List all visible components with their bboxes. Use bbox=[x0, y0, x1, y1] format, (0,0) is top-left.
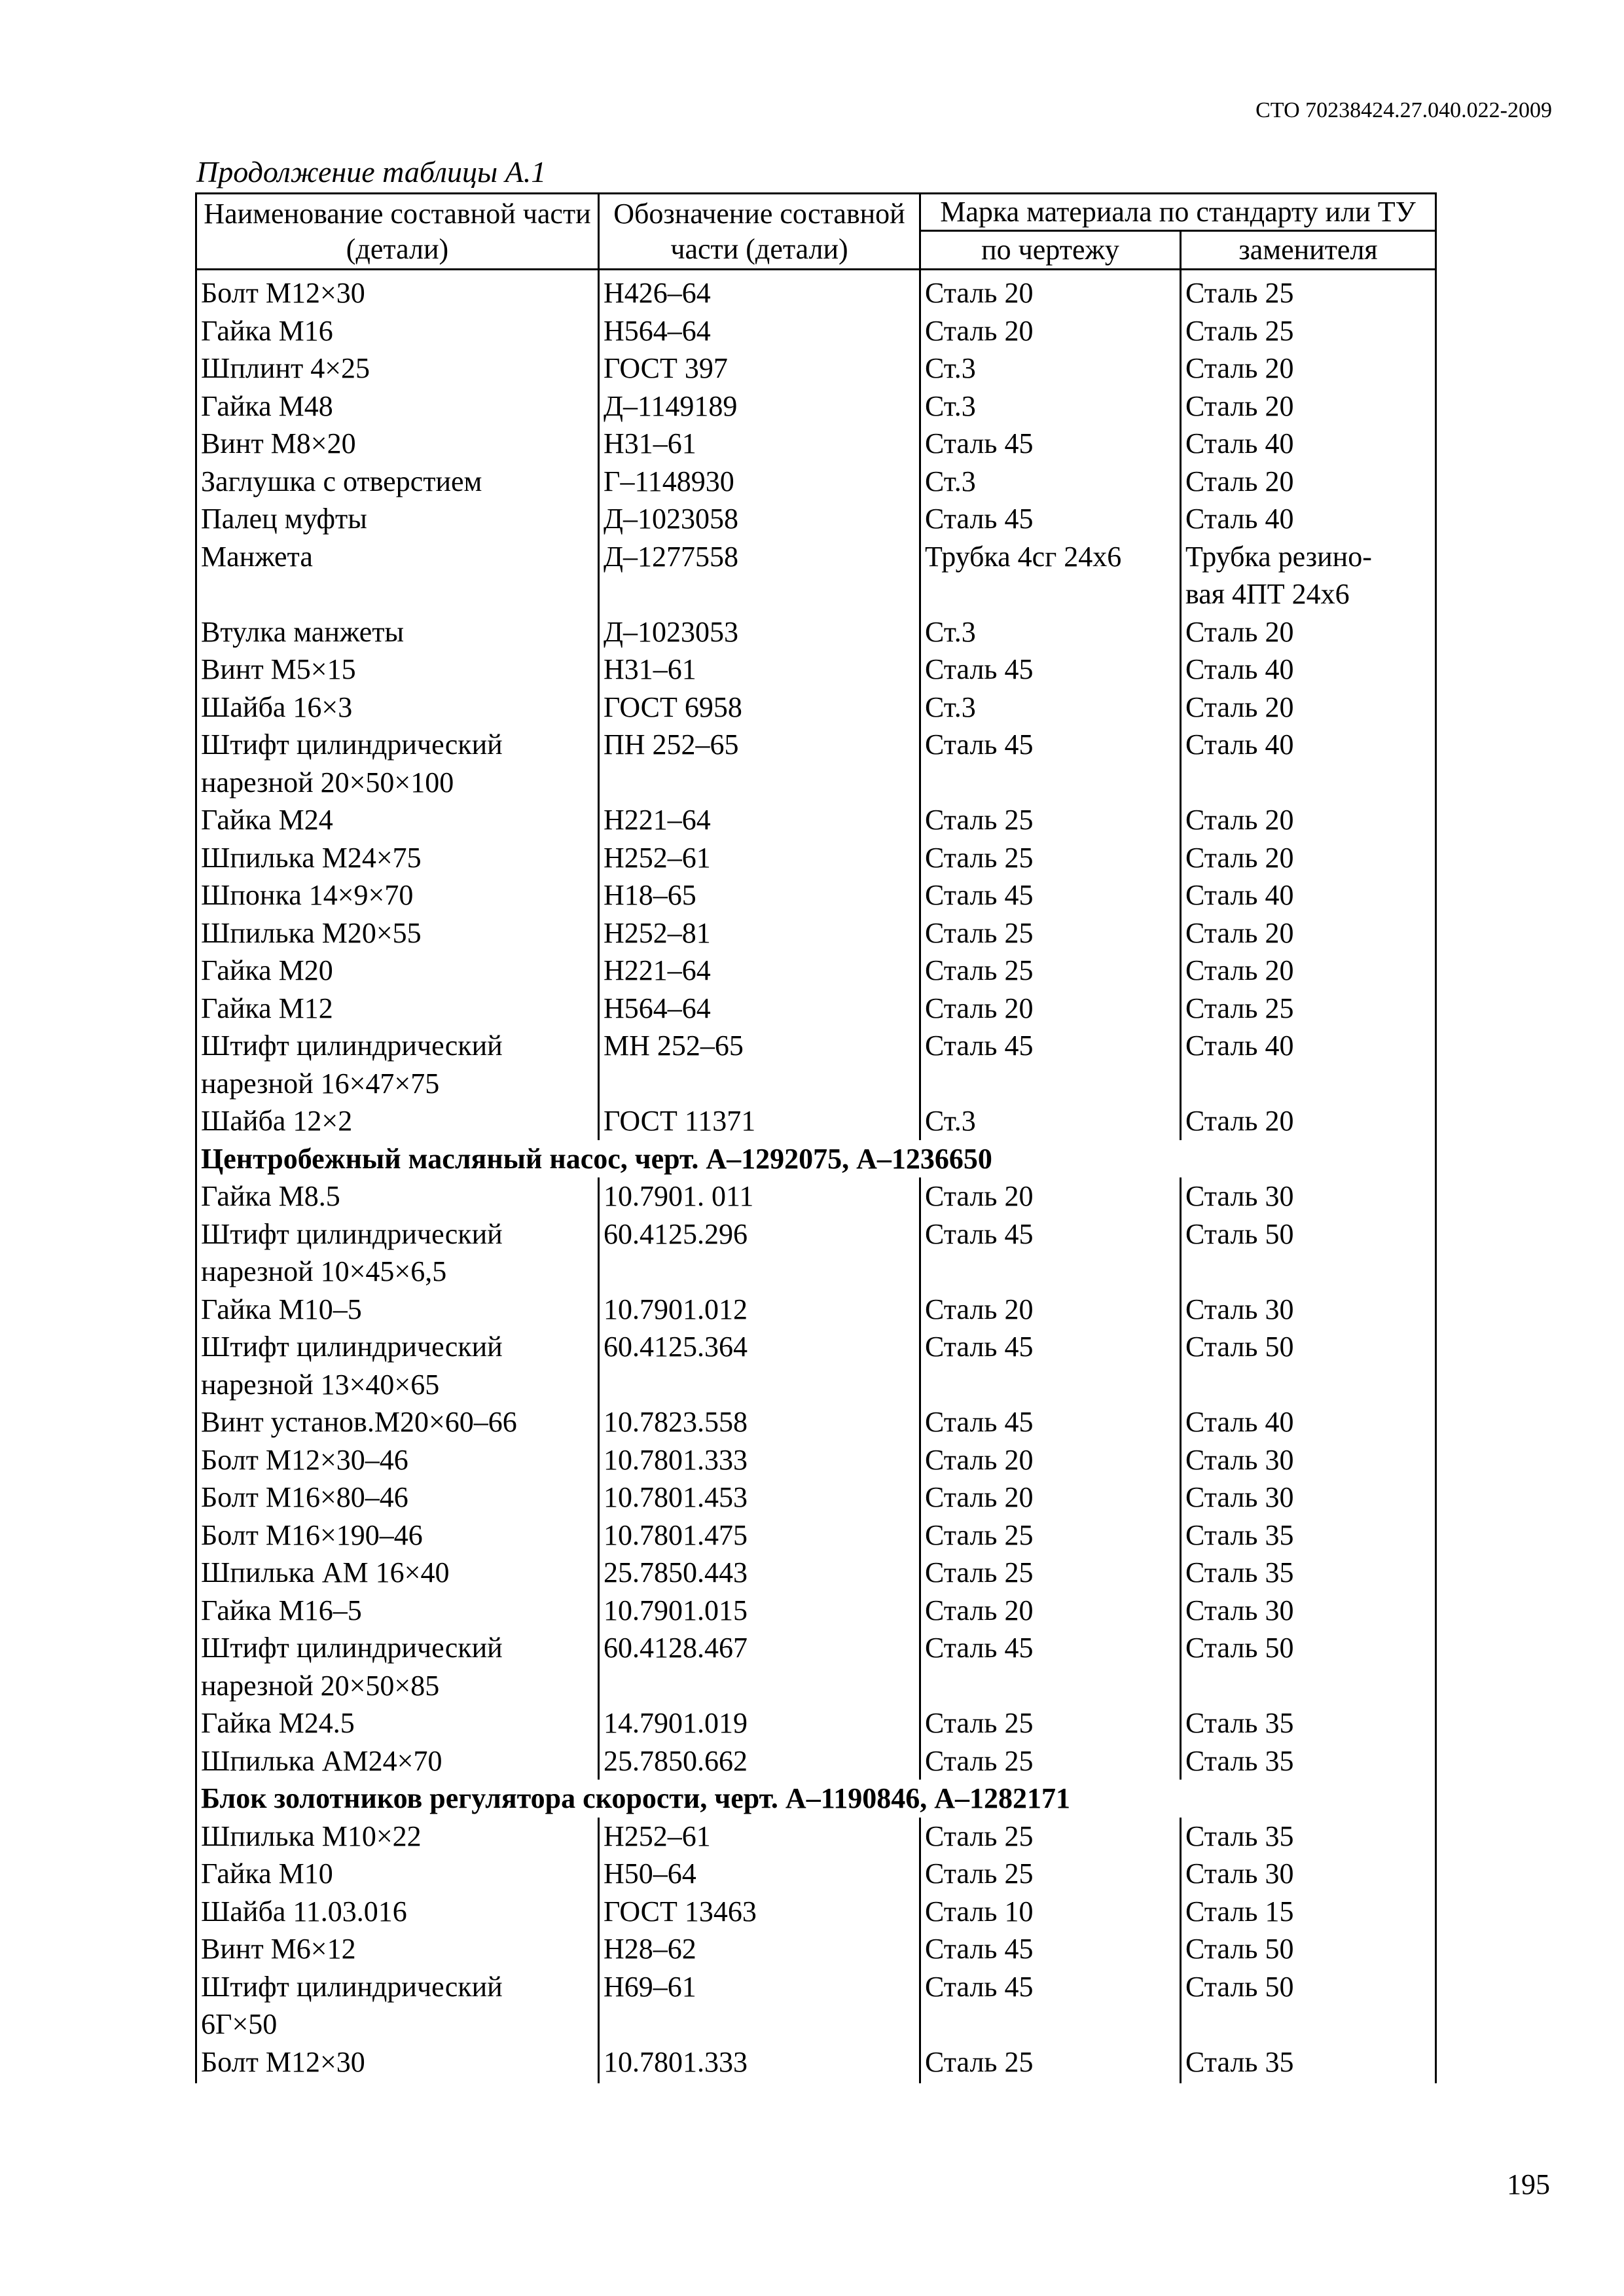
cell-material-drawing: Сталь 25 bbox=[920, 1554, 1181, 1592]
section-filler bbox=[1181, 1780, 1436, 1818]
cell-material-drawing: Ст.3 bbox=[920, 689, 1181, 726]
cell-material-drawing: Сталь 20 bbox=[920, 1177, 1181, 1215]
table-row bbox=[196, 350, 1436, 387]
table-row bbox=[196, 1968, 1436, 2006]
cell-material-drawing bbox=[920, 1253, 1181, 1291]
cell-material-substitute: Сталь 25 bbox=[1181, 270, 1436, 312]
cell-material-drawing: Сталь 25 bbox=[920, 2043, 1181, 2084]
cell-part-name: Манжета bbox=[196, 538, 599, 576]
cell-material-substitute: Сталь 30 bbox=[1181, 1177, 1436, 1215]
cell-part-name: нарезной 20×50×100 bbox=[196, 764, 599, 802]
cell-material-substitute: Сталь 35 bbox=[1181, 2043, 1436, 2084]
cell-designation: ПН 252–65 bbox=[599, 726, 920, 764]
table-header bbox=[196, 194, 1436, 270]
cell-material-drawing: Сталь 25 bbox=[920, 1516, 1181, 1554]
cell-part-name: Гайка М24 bbox=[196, 801, 599, 839]
section-filler bbox=[1181, 1140, 1436, 1178]
cell-part-name: Палец муфты bbox=[196, 500, 599, 538]
cell-material-substitute bbox=[1181, 1366, 1436, 1404]
cell-part-name: Шпилька М20×55 bbox=[196, 914, 599, 952]
cell-material-drawing: Трубка 4сг 24х6 bbox=[920, 538, 1181, 576]
cell-material-drawing: Ст.3 bbox=[920, 463, 1181, 501]
cell-material-drawing: Сталь 45 bbox=[920, 1403, 1181, 1441]
cell-designation: Н221–64 bbox=[599, 952, 920, 990]
cell-designation: Н69–61 bbox=[599, 1968, 920, 2006]
cell-designation: Д–1023058 bbox=[599, 500, 920, 538]
cell-material-drawing: Ст.3 bbox=[920, 613, 1181, 651]
table-row bbox=[196, 1893, 1436, 1931]
cell-material-drawing: Сталь 20 bbox=[920, 270, 1181, 312]
cell-part-name: Шпилька АМ24×70 bbox=[196, 1742, 599, 1780]
cell-material-substitute: Сталь 20 bbox=[1181, 952, 1436, 990]
cell-material-substitute: Сталь 20 bbox=[1181, 914, 1436, 952]
cell-designation: ГОСТ 11371 bbox=[599, 1102, 920, 1140]
cell-part-name: Шайба 12×2 bbox=[196, 1102, 599, 1140]
cell-part-name: Гайка М8.5 bbox=[196, 1177, 599, 1215]
cell-designation: Н426–64 bbox=[599, 270, 920, 312]
section-title: Блок золотников регулятора скорости, черт. А–1190846, А–1282171 bbox=[196, 1780, 599, 1818]
cell-material-drawing bbox=[920, 1366, 1181, 1404]
cell-material-substitute: Сталь 30 bbox=[1181, 1441, 1436, 1479]
table-row bbox=[196, 575, 1436, 613]
cell-material-substitute: Сталь 40 bbox=[1181, 876, 1436, 914]
cell-material-substitute bbox=[1181, 1253, 1436, 1291]
cell-designation: 10.7901.015 bbox=[599, 1592, 920, 1630]
cell-material-substitute bbox=[1181, 764, 1436, 802]
cell-material-drawing bbox=[920, 1667, 1181, 1705]
section-header-row bbox=[196, 1780, 1436, 1818]
cell-designation: ГОСТ 397 bbox=[599, 350, 920, 387]
cell-designation: 10.7901.012 bbox=[599, 1291, 920, 1329]
cell-part-name: Шплинт 4×25 bbox=[196, 350, 599, 387]
cell-part-name: нарезной 16×47×75 bbox=[196, 1065, 599, 1103]
cell-material-substitute: Сталь 35 bbox=[1181, 1742, 1436, 1780]
cell-designation: Н564–64 bbox=[599, 312, 920, 350]
document-code: СТО 70238424.27.040.022-2009 bbox=[1255, 98, 1552, 122]
cell-designation bbox=[599, 2005, 920, 2043]
cell-part-name: Шпонка 14×9×70 bbox=[196, 876, 599, 914]
cell-designation: ГОСТ 6958 bbox=[599, 689, 920, 726]
cell-material-substitute: Сталь 20 bbox=[1181, 613, 1436, 651]
table-row bbox=[196, 1441, 1436, 1479]
cell-material-drawing: Сталь 45 bbox=[920, 1027, 1181, 1065]
cell-material-substitute: Сталь 40 bbox=[1181, 726, 1436, 764]
table-row bbox=[196, 1554, 1436, 1592]
cell-part-name: Винт М6×12 bbox=[196, 1930, 599, 1968]
cell-part-name: Гайка М12 bbox=[196, 990, 599, 1028]
cell-material-drawing: Сталь 45 bbox=[920, 1215, 1181, 1253]
cell-material-drawing: Сталь 25 bbox=[920, 1742, 1181, 1780]
cell-material-substitute: Сталь 30 bbox=[1181, 1855, 1436, 1893]
cell-part-name: Штифт цилиндрический bbox=[196, 1027, 599, 1065]
table-row bbox=[196, 312, 1436, 350]
cell-material-drawing: Сталь 20 bbox=[920, 1441, 1181, 1479]
cell-designation: Н252–81 bbox=[599, 914, 920, 952]
table-row bbox=[196, 1479, 1436, 1516]
cell-material-drawing: Сталь 45 bbox=[920, 726, 1181, 764]
cell-part-name: Гайка М10 bbox=[196, 1855, 599, 1893]
cell-part-name: Шпилька АМ 16×40 bbox=[196, 1554, 599, 1592]
cell-part-name: Заглушка с отверстием bbox=[196, 463, 599, 501]
cell-designation bbox=[599, 1065, 920, 1103]
table-row bbox=[196, 952, 1436, 990]
cell-material-substitute: Сталь 20 bbox=[1181, 463, 1436, 501]
cell-designation: 10.7801.475 bbox=[599, 1516, 920, 1554]
cell-material-substitute: Сталь 30 bbox=[1181, 1291, 1436, 1329]
cell-material-drawing: Сталь 20 bbox=[920, 1291, 1181, 1329]
cell-material-drawing: Сталь 45 bbox=[920, 1629, 1181, 1667]
cell-designation bbox=[599, 575, 920, 613]
cell-designation bbox=[599, 1667, 920, 1705]
cell-material-substitute: Сталь 35 bbox=[1181, 1818, 1436, 1856]
cell-part-name: Втулка манжеты bbox=[196, 613, 599, 651]
cell-material-drawing: Сталь 25 bbox=[920, 952, 1181, 990]
cell-designation: 25.7850.443 bbox=[599, 1554, 920, 1592]
table-row bbox=[196, 689, 1436, 726]
cell-designation: 60.4128.467 bbox=[599, 1629, 920, 1667]
cell-part-name: Гайка М24.5 bbox=[196, 1704, 599, 1742]
cell-material-substitute: Сталь 35 bbox=[1181, 1516, 1436, 1554]
table-row bbox=[196, 839, 1436, 877]
cell-material-substitute: Сталь 30 bbox=[1181, 1592, 1436, 1630]
table-row bbox=[196, 1177, 1436, 1215]
cell-part-name: Гайка М16–5 bbox=[196, 1592, 599, 1630]
cell-material-substitute bbox=[1181, 2005, 1436, 2043]
table-row bbox=[196, 1366, 1436, 1404]
cell-designation: Н252–61 bbox=[599, 1818, 920, 1856]
cell-part-name: Шайба 11.03.016 bbox=[196, 1893, 599, 1931]
cell-part-name: Шайба 16×3 bbox=[196, 689, 599, 726]
cell-material-substitute bbox=[1181, 1065, 1436, 1103]
cell-material-drawing: Сталь 20 bbox=[920, 1592, 1181, 1630]
cell-material-drawing: Сталь 45 bbox=[920, 1968, 1181, 2006]
table-row bbox=[196, 425, 1436, 463]
header-part-name: Наименование составной части (детали) bbox=[196, 194, 599, 270]
cell-part-name: Штифт цилиндрический bbox=[196, 1215, 599, 1253]
cell-material-drawing: Ст.3 bbox=[920, 1102, 1181, 1140]
cell-designation: 10.7801.333 bbox=[599, 1441, 920, 1479]
cell-material-substitute: вая 4ПТ 24х6 bbox=[1181, 575, 1436, 613]
cell-part-name: Штифт цилиндрический bbox=[196, 1328, 599, 1366]
table-row bbox=[196, 1930, 1436, 1968]
cell-part-name: нарезной 20×50×85 bbox=[196, 1667, 599, 1705]
cell-material-substitute: Сталь 40 bbox=[1181, 425, 1436, 463]
table-row bbox=[196, 1328, 1436, 1366]
table-row bbox=[196, 876, 1436, 914]
table-row bbox=[196, 1855, 1436, 1893]
cell-material-drawing: Сталь 25 bbox=[920, 1818, 1181, 1856]
cell-part-name: Болт М16×80–46 bbox=[196, 1479, 599, 1516]
cell-designation bbox=[599, 1366, 920, 1404]
table-row bbox=[196, 270, 1436, 312]
cell-material-substitute: Сталь 20 bbox=[1181, 839, 1436, 877]
cell-material-drawing: Сталь 25 bbox=[920, 1855, 1181, 1893]
cell-material-drawing: Сталь 45 bbox=[920, 1930, 1181, 1968]
cell-material-drawing: Сталь 25 bbox=[920, 839, 1181, 877]
cell-part-name: Винт М5×15 bbox=[196, 651, 599, 689]
cell-designation: 10.7801.333 bbox=[599, 2043, 920, 2084]
cell-designation: ГОСТ 13463 bbox=[599, 1893, 920, 1931]
cell-material-substitute: Сталь 20 bbox=[1181, 689, 1436, 726]
cell-material-drawing: Сталь 25 bbox=[920, 1704, 1181, 1742]
page-number: 195 bbox=[1507, 2168, 1550, 2200]
table-row bbox=[196, 1629, 1436, 1667]
cell-material-substitute: Трубка резино- bbox=[1181, 538, 1436, 576]
cell-designation: Д–1149189 bbox=[599, 387, 920, 425]
cell-part-name bbox=[196, 575, 599, 613]
table-row bbox=[196, 1027, 1436, 1065]
cell-material-drawing bbox=[920, 1065, 1181, 1103]
table-row bbox=[196, 764, 1436, 802]
cell-part-name: Штифт цилиндрический bbox=[196, 726, 599, 764]
table-row bbox=[196, 1704, 1436, 1742]
cell-part-name: Гайка М16 bbox=[196, 312, 599, 350]
cell-material-drawing: Сталь 45 bbox=[920, 1328, 1181, 1366]
cell-part-name: Болт М12×30–46 bbox=[196, 1441, 599, 1479]
cell-part-name: Шпилька М24×75 bbox=[196, 839, 599, 877]
cell-material-drawing bbox=[920, 764, 1181, 802]
table-row bbox=[196, 2005, 1436, 2043]
cell-material-substitute: Сталь 50 bbox=[1181, 1930, 1436, 1968]
header-by-drawing: по чертежу bbox=[920, 231, 1181, 270]
cell-designation: МН 252–65 bbox=[599, 1027, 920, 1065]
table-row bbox=[196, 1102, 1436, 1140]
cell-part-name: 6Г×50 bbox=[196, 2005, 599, 2043]
cell-designation: 10.7823.558 bbox=[599, 1403, 920, 1441]
cell-material-drawing bbox=[920, 575, 1181, 613]
cell-part-name: Болт М16×190–46 bbox=[196, 1516, 599, 1554]
table-row bbox=[196, 463, 1436, 501]
table-row bbox=[196, 990, 1436, 1028]
cell-designation: Н564–64 bbox=[599, 990, 920, 1028]
cell-material-substitute: Сталь 25 bbox=[1181, 312, 1436, 350]
cell-part-name: Штифт цилиндрический bbox=[196, 1968, 599, 2006]
table-row bbox=[196, 1818, 1436, 1856]
parts-table bbox=[195, 192, 1437, 2083]
table-row bbox=[196, 914, 1436, 952]
cell-material-substitute: Сталь 20 bbox=[1181, 1102, 1436, 1140]
cell-material-substitute: Сталь 50 bbox=[1181, 1968, 1436, 2006]
cell-part-name: Болт М12×30 bbox=[196, 2043, 599, 2084]
section-title: Центробежный масляный насос, черт. А–1292075, А–1236650 bbox=[196, 1140, 599, 1178]
parts-table-container bbox=[195, 192, 1435, 2083]
table-row bbox=[196, 1215, 1436, 1253]
table-row bbox=[196, 1667, 1436, 1705]
cell-material-substitute: Сталь 50 bbox=[1181, 1215, 1436, 1253]
cell-material-substitute: Сталь 15 bbox=[1181, 1893, 1436, 1931]
table-caption: Продолжение таблицы А.1 bbox=[196, 155, 547, 188]
cell-material-drawing: Сталь 25 bbox=[920, 914, 1181, 952]
cell-part-name: Шпилька М10×22 bbox=[196, 1818, 599, 1856]
cell-part-name: Гайка М20 bbox=[196, 952, 599, 990]
cell-material-drawing: Ст.3 bbox=[920, 387, 1181, 425]
cell-part-name: Винт М8×20 bbox=[196, 425, 599, 463]
cell-designation: Г–1148930 bbox=[599, 463, 920, 501]
cell-material-substitute: Сталь 30 bbox=[1181, 1479, 1436, 1516]
table-row bbox=[196, 538, 1436, 576]
cell-material-drawing: Сталь 45 bbox=[920, 876, 1181, 914]
cell-part-name: Гайка М10–5 bbox=[196, 1291, 599, 1329]
cell-designation: Н252–61 bbox=[599, 839, 920, 877]
cell-material-drawing: Сталь 10 bbox=[920, 1893, 1181, 1931]
table-row bbox=[196, 1065, 1436, 1103]
table-row bbox=[196, 1742, 1436, 1780]
table-row bbox=[196, 1516, 1436, 1554]
cell-part-name: нарезной 13×40×65 bbox=[196, 1366, 599, 1404]
cell-designation: 60.4125.364 bbox=[599, 1328, 920, 1366]
cell-designation: 10.7801.453 bbox=[599, 1479, 920, 1516]
cell-part-name: нарезной 10×45×6,5 bbox=[196, 1253, 599, 1291]
table-row bbox=[196, 1291, 1436, 1329]
cell-designation: Н50–64 bbox=[599, 1855, 920, 1893]
cell-designation: Д–1023053 bbox=[599, 613, 920, 651]
cell-material-substitute: Сталь 20 bbox=[1181, 387, 1436, 425]
table-row bbox=[196, 500, 1436, 538]
table-row bbox=[196, 387, 1436, 425]
cell-designation: 60.4125.296 bbox=[599, 1215, 920, 1253]
cell-designation: Н221–64 bbox=[599, 801, 920, 839]
cell-material-drawing: Сталь 45 bbox=[920, 500, 1181, 538]
table-row bbox=[196, 1403, 1436, 1441]
cell-material-drawing: Сталь 45 bbox=[920, 425, 1181, 463]
cell-material-substitute: Сталь 40 bbox=[1181, 651, 1436, 689]
cell-designation: 14.7901.019 bbox=[599, 1704, 920, 1742]
cell-part-name: Штифт цилиндрический bbox=[196, 1629, 599, 1667]
cell-designation bbox=[599, 764, 920, 802]
cell-part-name: Винт установ.М20×60–66 bbox=[196, 1403, 599, 1441]
cell-material-substitute: Сталь 40 bbox=[1181, 1027, 1436, 1065]
cell-material-drawing: Ст.3 bbox=[920, 350, 1181, 387]
cell-part-name: Болт М12×30 bbox=[196, 270, 599, 312]
cell-material-drawing: Сталь 20 bbox=[920, 1479, 1181, 1516]
cell-material-substitute: Сталь 20 bbox=[1181, 350, 1436, 387]
header-substitute: заменителя bbox=[1181, 231, 1436, 270]
table-row bbox=[196, 1592, 1436, 1630]
cell-designation: 25.7850.662 bbox=[599, 1742, 920, 1780]
cell-material-substitute bbox=[1181, 1667, 1436, 1705]
table-row bbox=[196, 1253, 1436, 1291]
cell-designation: Н31–61 bbox=[599, 425, 920, 463]
header-material-grade: Марка материала по стандарту или ТУ bbox=[920, 194, 1436, 231]
cell-material-substitute: Сталь 35 bbox=[1181, 1704, 1436, 1742]
cell-part-name: Гайка М48 bbox=[196, 387, 599, 425]
cell-material-drawing bbox=[920, 2005, 1181, 2043]
cell-material-drawing: Сталь 20 bbox=[920, 312, 1181, 350]
cell-designation bbox=[599, 1253, 920, 1291]
cell-material-drawing: Сталь 45 bbox=[920, 651, 1181, 689]
table-row bbox=[196, 801, 1436, 839]
cell-designation: 10.7901. 011 bbox=[599, 1177, 920, 1215]
cell-material-substitute: Сталь 50 bbox=[1181, 1328, 1436, 1366]
cell-material-substitute: Сталь 35 bbox=[1181, 1554, 1436, 1592]
cell-material-substitute: Сталь 40 bbox=[1181, 500, 1436, 538]
table-body bbox=[196, 270, 1436, 2084]
section-header-row bbox=[196, 1140, 1436, 1178]
cell-material-substitute: Сталь 50 bbox=[1181, 1629, 1436, 1667]
cell-material-drawing: Сталь 20 bbox=[920, 990, 1181, 1028]
cell-material-substitute: Сталь 25 bbox=[1181, 990, 1436, 1028]
table-row bbox=[196, 651, 1436, 689]
cell-designation: Н31–61 bbox=[599, 651, 920, 689]
table-row bbox=[196, 613, 1436, 651]
cell-material-drawing: Сталь 25 bbox=[920, 801, 1181, 839]
table-row bbox=[196, 726, 1436, 764]
cell-designation: Н18–65 bbox=[599, 876, 920, 914]
header-part-designation: Обозначение составной части (детали) bbox=[599, 194, 920, 270]
table-row bbox=[196, 2043, 1436, 2084]
cell-designation: Н28–62 bbox=[599, 1930, 920, 1968]
cell-material-substitute: Сталь 20 bbox=[1181, 801, 1436, 839]
cell-material-substitute: Сталь 40 bbox=[1181, 1403, 1436, 1441]
cell-designation: Д–1277558 bbox=[599, 538, 920, 576]
